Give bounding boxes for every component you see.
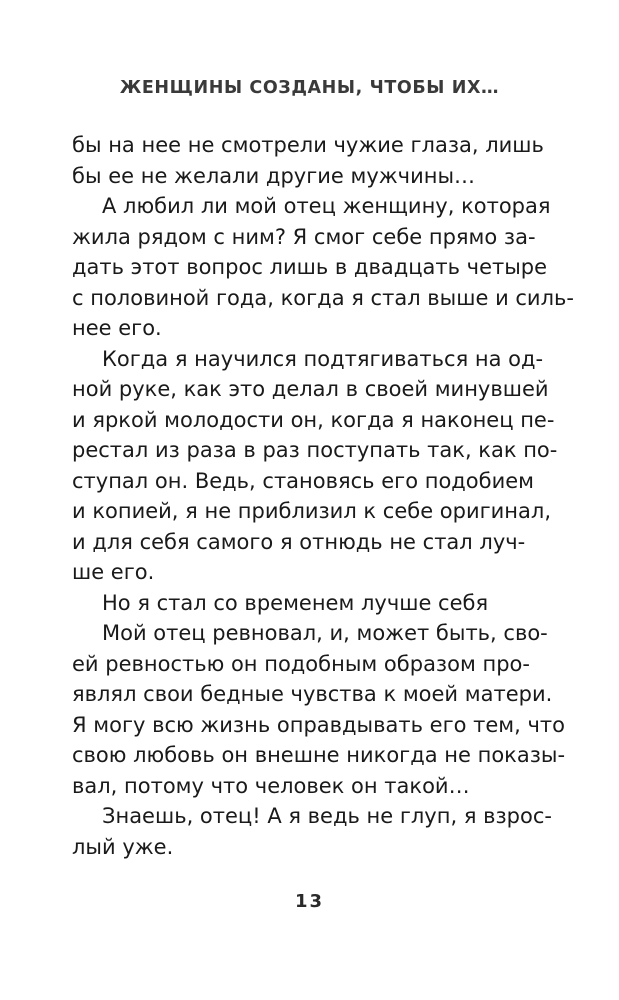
text-line: с половиной года, когда я стал выше и силь-: [72, 285, 574, 310]
text-line: Когда я научился подтягиваться на од-: [102, 346, 544, 371]
text-line: Мой отец ревновал, и, может быть, сво-: [102, 621, 548, 645]
text-line: бы на нее не смотрели чужие глаза, лишь: [72, 133, 544, 157]
text-line: бы ее не желали другие мужчины…: [72, 163, 476, 188]
text-line: вал, потому что человек он такой…: [72, 773, 470, 798]
text-line: Но я стал со временем лучше себя: [102, 590, 489, 615]
text-line: Знаешь, отец! А я ведь не глуп, я взрос-: [102, 804, 552, 828]
text-line: дать этот вопрос лишь в двадцать четыре: [72, 255, 548, 279]
text-line: ной руке, как это делал в своей минувшей: [72, 377, 549, 401]
body-text: [72, 130, 574, 862]
text-line: и яркой молодости он, когда я наконец пе-: [72, 407, 555, 432]
text-line: и копией, я не приблизил к себе оригинал,: [72, 499, 552, 523]
text-line: жила рядом с ним? Я смог себе прямо за-: [72, 224, 536, 249]
page-number: 13: [294, 891, 325, 912]
text-line: Я могу всю жизнь оправдывать его тем, что: [72, 712, 565, 737]
text-line: свою любовь он внешне никогда не показы-: [72, 743, 566, 767]
text-line: ше его.: [72, 560, 155, 584]
running-header: ЖЕНЩИНЫ СОЗДАНЫ, ЧТОБЫ ИХ…: [119, 78, 500, 98]
text-line: ей ревностью он подобным образом про-: [72, 651, 530, 676]
text-line: лый уже.: [72, 834, 174, 859]
text-line: рестал из раза в раз поступать так, как по-: [72, 438, 558, 462]
text-line: ступал он. Ведь, становясь его подобием: [72, 468, 535, 493]
text-line: нее его.: [72, 316, 162, 340]
text-line: являл свои бедные чувства к моей матери.: [72, 682, 553, 706]
text-line: А любил ли мой отец женщину, которая: [102, 194, 551, 218]
text-line: и для себя самого я отнюдь не стал луч-: [72, 529, 526, 554]
